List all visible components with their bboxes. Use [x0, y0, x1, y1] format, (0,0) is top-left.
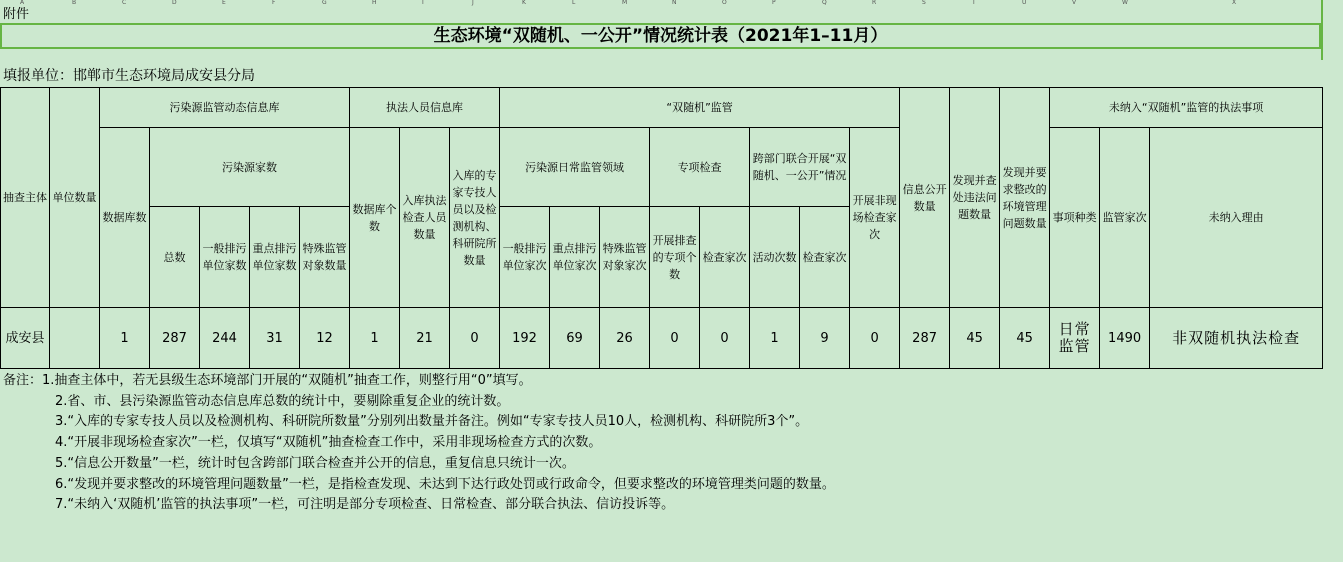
cell-special[interactable]: 12: [300, 308, 350, 369]
col-letter[interactable]: D: [172, 0, 177, 6]
col-letter[interactable]: B: [72, 0, 77, 6]
statistics-table: [0, 87, 1323, 369]
col-letter[interactable]: R: [872, 0, 877, 6]
col-letter[interactable]: N: [672, 0, 677, 6]
col-letter[interactable]: C: [122, 0, 127, 6]
cell-reason[interactable]: 非双随机执法检查: [1150, 308, 1323, 369]
hdr-info-public[interactable]: 信息公开数量: [900, 88, 950, 308]
col-letter[interactable]: S: [922, 0, 926, 6]
col-letter[interactable]: O: [722, 0, 727, 6]
hdr-check-times[interactable]: 检查家次: [700, 207, 750, 308]
col-letter[interactable]: W: [1122, 0, 1128, 6]
cell-special-times[interactable]: 26: [600, 308, 650, 369]
col-letter[interactable]: P: [772, 0, 776, 6]
column-header-strip: [0, 0, 1343, 6]
hdr-db-count2[interactable]: 数据库个数: [350, 128, 400, 308]
cell-rectify[interactable]: 45: [1000, 308, 1050, 369]
cell-supervised-times[interactable]: 1490: [1100, 308, 1150, 369]
cell-total[interactable]: 287: [150, 308, 200, 369]
col-letter[interactable]: T: [972, 0, 976, 6]
cell-info-public[interactable]: 287: [900, 308, 950, 369]
hdr-enforcers[interactable]: 入库执法检查人员数量: [400, 128, 450, 308]
cell-subject[interactable]: 成安县: [1, 308, 50, 369]
cell-db-count2[interactable]: 1: [350, 308, 400, 369]
attachment-label[interactable]: 附件: [3, 7, 30, 22]
hdr-cross-check-times[interactable]: 检查家次: [800, 207, 850, 308]
col-letter[interactable]: U: [1022, 0, 1027, 6]
col-letter[interactable]: V: [1072, 0, 1077, 6]
cell-activity-count[interactable]: 1: [750, 308, 800, 369]
hdr-pollution-count[interactable]: 污染源家数: [150, 128, 350, 207]
cell-check-times[interactable]: 0: [700, 308, 750, 369]
hdr-item-type[interactable]: 事项种类: [1050, 128, 1100, 308]
hdr-special-targets[interactable]: 特殊监管对象数量: [300, 207, 350, 308]
note-line[interactable]: 6.“发现并要求整改的环境管理问题数量”一栏，是指检查发现、未达到下达行政处罚或行政命令，但要求整改的环境管理类问题的数量。: [55, 476, 835, 492]
selection-border: [1321, 0, 1323, 60]
col-letter[interactable]: A: [20, 0, 25, 6]
hdr-rectify[interactable]: 发现并要求整改的环境管理问题数量: [1000, 88, 1050, 308]
cell-key-times[interactable]: 69: [550, 308, 600, 369]
note-line[interactable]: 7.“未纳入‘双随机’监管的执法事项”一栏，可注明是部分专项检查、日常检查、部分联合执法、信访投诉等。: [55, 497, 675, 513]
note-line[interactable]: 2.省、市、县污染源监管动态信息库总数的统计中，要剔除重复企业的统计数。: [55, 393, 510, 409]
hdr-cross-dept[interactable]: 跨部门联合开展“双随机、一公开”情况: [750, 128, 850, 207]
col-letter[interactable]: X: [1232, 0, 1237, 6]
hdr-daily-field[interactable]: 污染源日常监管领域: [500, 128, 650, 207]
cell-db-count[interactable]: 1: [100, 308, 150, 369]
hdr-pollution-db[interactable]: 污染源监管动态信息库: [100, 88, 350, 128]
hdr-non-site[interactable]: 开展非现场检查家次: [850, 128, 900, 308]
col-letter[interactable]: J: [472, 0, 474, 6]
hdr-special-items[interactable]: 开展排查的专项个数: [650, 207, 700, 308]
sheet-title[interactable]: 生态环境“双随机、一公开”情况统计表（2021年1–11月）: [0, 23, 1321, 49]
hdr-db-count[interactable]: 数据库数: [100, 128, 150, 308]
reporting-unit[interactable]: 填报单位：邯郸市生态环境局成安县分局: [3, 68, 255, 84]
note-line[interactable]: 4.“开展非现场检查家次”一栏，仅填写“双随机”抽查检查工作中，采用非现场检查方式的次数。: [55, 435, 602, 451]
hdr-key-units[interactable]: 重点排污单位家数: [250, 207, 300, 308]
col-letter[interactable]: G: [322, 0, 327, 6]
col-letter[interactable]: E: [222, 0, 226, 6]
cell-enforcers[interactable]: 21: [400, 308, 450, 369]
cell-item-type[interactable]: 日常监管: [1050, 308, 1100, 369]
hdr-activity-count[interactable]: 活动次数: [750, 207, 800, 308]
hdr-violations[interactable]: 发现并查处违法问题数量: [950, 88, 1000, 308]
hdr-reason[interactable]: 未纳入理由: [1150, 128, 1323, 308]
hdr-unit-count[interactable]: 单位数量: [50, 88, 100, 308]
cell-general-times[interactable]: 192: [500, 308, 550, 369]
hdr-special-check[interactable]: 专项检查: [650, 128, 750, 207]
col-letter[interactable]: M: [622, 0, 628, 6]
hdr-shuang-suiji[interactable]: “双随机”监管: [500, 88, 900, 128]
note-line[interactable]: 5.“信息公开数量”一栏，统计时包含跨部门联合检查并公开的信息，重复信息只统计一次。: [55, 455, 575, 471]
table-row: [1, 308, 1323, 369]
note-line[interactable]: 备注：1.抽查主体中，若无县级生态环境部门开展的“双随机”抽查工作，则整行用“0”填写。: [3, 373, 532, 388]
hdr-special-times[interactable]: 特殊监管对象家次: [600, 207, 650, 308]
col-letter[interactable]: F: [272, 0, 276, 6]
col-letter[interactable]: L: [572, 0, 576, 6]
cell-key[interactable]: 31: [250, 308, 300, 369]
cell-general[interactable]: 244: [200, 308, 250, 369]
col-letter[interactable]: H: [372, 0, 377, 6]
cell-non-site[interactable]: 0: [850, 308, 900, 369]
notes-block: [3, 371, 835, 516]
note-line[interactable]: 3.“入库的专家专技人员以及检测机构、科研院所数量”分别列出数量并备注。例如“专家专技人员10人，检测机构、科研院所3个”。: [55, 414, 809, 430]
col-letter[interactable]: K: [522, 0, 526, 6]
hdr-experts[interactable]: 入库的专家专技人员以及检测机构、科研院所数量: [450, 128, 500, 308]
col-letter[interactable]: Q: [822, 0, 827, 6]
hdr-key-times[interactable]: 重点排污单位家次: [550, 207, 600, 308]
cell-unit-count[interactable]: [50, 308, 100, 369]
hdr-supervised-times[interactable]: 监管家次: [1100, 128, 1150, 308]
col-letter[interactable]: I: [422, 0, 424, 6]
hdr-total[interactable]: 总数: [150, 207, 200, 308]
cell-violations[interactable]: 45: [950, 308, 1000, 369]
cell-special-items[interactable]: 0: [650, 308, 700, 369]
hdr-check-subject[interactable]: 抽查主体: [1, 88, 50, 308]
hdr-general-units[interactable]: 一般排污单位家数: [200, 207, 250, 308]
hdr-general-times[interactable]: 一般排污单位家次: [500, 207, 550, 308]
hdr-not-included[interactable]: 未纳入“双随机”监管的执法事项: [1050, 88, 1323, 128]
cell-cross-check-times[interactable]: 9: [800, 308, 850, 369]
cell-experts[interactable]: 0: [450, 308, 500, 369]
hdr-enforcer-db[interactable]: 执法人员信息库: [350, 88, 500, 128]
